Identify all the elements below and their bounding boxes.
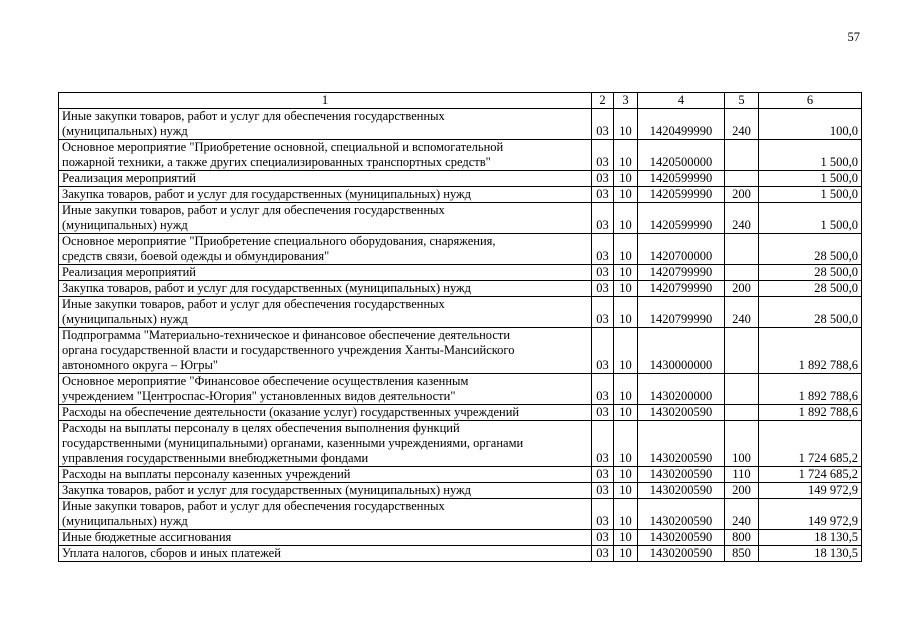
row-expense-type-code: 200 <box>725 187 759 203</box>
row-name <box>59 187 592 203</box>
row-name <box>59 297 592 328</box>
row-target-code: 1420799990 <box>638 265 725 281</box>
row-section-code: 03 <box>592 281 614 297</box>
row-target-code: 1430200590 <box>638 467 725 483</box>
row-name-line: Уплата налогов, сборов и иных платежей <box>62 546 281 560</box>
row-target-code: 1420700000 <box>638 234 725 265</box>
row-section-code: 03 <box>592 530 614 546</box>
row-name <box>59 421 592 467</box>
row-expense-type-code: 110 <box>725 467 759 483</box>
row-target-code: 1430200590 <box>638 483 725 499</box>
row-section-code: 03 <box>592 297 614 328</box>
row-section-code: 03 <box>592 171 614 187</box>
row-subsection-code: 10 <box>614 405 638 421</box>
table-row <box>59 171 862 187</box>
row-target-code: 1430000000 <box>638 328 725 374</box>
row-name-line: Основное мероприятие "Финансовое обеспечение осуществления казенным <box>62 374 469 388</box>
row-target-code: 1430200590 <box>638 530 725 546</box>
row-target-code: 1430200590 <box>638 421 725 467</box>
row-amount: 1 500,0 <box>759 203 862 234</box>
row-amount: 28 500,0 <box>759 297 862 328</box>
row-name <box>59 234 592 265</box>
row-section-code: 03 <box>592 421 614 467</box>
row-expense-type-code <box>725 265 759 281</box>
row-subsection-code: 10 <box>614 374 638 405</box>
row-name-line: Иные закупки товаров, работ и услуг для обеспечения государственных <box>62 297 445 311</box>
row-target-code: 1430200590 <box>638 499 725 530</box>
row-expense-type-code: 200 <box>725 483 759 499</box>
row-name-line: государственными (муниципальными) органами, казенными учреждениями, органами <box>62 436 524 450</box>
row-section-code: 03 <box>592 483 614 499</box>
row-name-line: Расходы на выплаты персоналу казенных учреждений <box>62 467 351 481</box>
table-header-row <box>59 93 862 109</box>
row-target-code: 1420799990 <box>638 297 725 328</box>
row-name <box>59 405 592 421</box>
row-expense-type-code: 240 <box>725 499 759 530</box>
row-name-line: Закупка товаров, работ и услуг для государственных (муниципальных) нужд <box>62 281 472 295</box>
row-amount: 1 892 788,6 <box>759 374 862 405</box>
row-name-line: (муниципальных) нужд <box>62 124 188 138</box>
row-name <box>59 467 592 483</box>
table-row <box>59 187 862 203</box>
row-name <box>59 171 592 187</box>
header-col-expense-type: 5 <box>725 93 759 109</box>
row-amount: 28 500,0 <box>759 265 862 281</box>
row-amount: 1 500,0 <box>759 171 862 187</box>
row-amount: 1 724 685,2 <box>759 467 862 483</box>
row-name-line: автономного округа – Югры" <box>62 358 218 372</box>
row-target-code: 1420799990 <box>638 281 725 297</box>
row-target-code: 1420599990 <box>638 171 725 187</box>
row-name-line: органа государственной власти и государственного учреждения Ханты-Мансийского <box>62 343 515 357</box>
header-col-subsection: 3 <box>614 93 638 109</box>
row-name <box>59 374 592 405</box>
row-subsection-code: 10 <box>614 499 638 530</box>
row-name-line: Закупка товаров, работ и услуг для государственных (муниципальных) нужд <box>62 483 472 497</box>
row-section-code: 03 <box>592 499 614 530</box>
row-name-line: Основное мероприятие "Приобретение специального оборудования, снаряжения, <box>62 234 496 248</box>
row-expense-type-code <box>725 140 759 171</box>
table-row <box>59 405 862 421</box>
row-expense-type-code <box>725 171 759 187</box>
table-row <box>59 281 862 297</box>
row-subsection-code: 10 <box>614 140 638 171</box>
row-expense-type-code: 240 <box>725 109 759 140</box>
row-amount: 149 972,9 <box>759 483 862 499</box>
row-amount: 1 500,0 <box>759 140 862 171</box>
row-subsection-code: 10 <box>614 546 638 562</box>
row-name <box>59 530 592 546</box>
row-section-code: 03 <box>592 140 614 171</box>
row-subsection-code: 10 <box>614 483 638 499</box>
row-name-line: (муниципальных) нужд <box>62 218 188 232</box>
row-name-line: Иные бюджетные ассигнования <box>62 530 232 544</box>
row-amount: 18 130,5 <box>759 530 862 546</box>
row-target-code: 1430200000 <box>638 374 725 405</box>
row-expense-type-code: 240 <box>725 297 759 328</box>
row-subsection-code: 10 <box>614 187 638 203</box>
header-col-name: 1 <box>59 93 592 109</box>
row-expense-type-code <box>725 234 759 265</box>
row-section-code: 03 <box>592 187 614 203</box>
table-row <box>59 203 862 234</box>
row-name-line: (муниципальных) нужд <box>62 312 188 326</box>
row-subsection-code: 10 <box>614 467 638 483</box>
row-section-code: 03 <box>592 405 614 421</box>
header-col-amount: 6 <box>759 93 862 109</box>
row-name <box>59 546 592 562</box>
table-row <box>59 140 862 171</box>
row-amount: 149 972,9 <box>759 499 862 530</box>
row-subsection-code: 10 <box>614 203 638 234</box>
row-section-code: 03 <box>592 467 614 483</box>
row-expense-type-code: 200 <box>725 281 759 297</box>
row-name-line: Расходы на выплаты персоналу в целях обеспечения выполнения функций <box>62 421 460 435</box>
row-name-line: (муниципальных) нужд <box>62 514 188 528</box>
row-section-code: 03 <box>592 374 614 405</box>
row-target-code: 1420499990 <box>638 109 725 140</box>
row-amount: 1 724 685,2 <box>759 421 862 467</box>
row-subsection-code: 10 <box>614 421 638 467</box>
row-amount: 28 500,0 <box>759 234 862 265</box>
row-target-code: 1430200590 <box>638 405 725 421</box>
row-name-line: Иные закупки товаров, работ и услуг для обеспечения государственных <box>62 499 445 513</box>
row-subsection-code: 10 <box>614 234 638 265</box>
table-row <box>59 109 862 140</box>
row-amount: 18 130,5 <box>759 546 862 562</box>
table-body <box>59 109 862 562</box>
row-name-line: пожарной техники, а также других специализированных транспортных средств" <box>62 155 491 169</box>
row-name <box>59 265 592 281</box>
row-section-code: 03 <box>592 203 614 234</box>
header-col-target-code: 4 <box>638 93 725 109</box>
row-name <box>59 109 592 140</box>
row-name-line: Реализация мероприятий <box>62 265 196 279</box>
row-target-code: 1420500000 <box>638 140 725 171</box>
row-name-line: Закупка товаров, работ и услуг для государственных (муниципальных) нужд <box>62 187 472 201</box>
table-row <box>59 483 862 499</box>
row-target-code: 1420599990 <box>638 203 725 234</box>
row-name <box>59 328 592 374</box>
row-subsection-code: 10 <box>614 109 638 140</box>
row-subsection-code: 10 <box>614 171 638 187</box>
row-expense-type-code <box>725 328 759 374</box>
row-section-code: 03 <box>592 109 614 140</box>
row-name-line: Расходы на обеспечение деятельности (оказание услуг) государственных учреждений <box>62 405 520 419</box>
row-target-code: 1430200590 <box>638 546 725 562</box>
row-amount: 1 500,0 <box>759 187 862 203</box>
table-row <box>59 530 862 546</box>
table-row <box>59 546 862 562</box>
row-name-line: учреждением "Центроспас-Югория" установленных видов деятельности" <box>62 389 456 403</box>
table-row <box>59 499 862 530</box>
row-expense-type-code <box>725 374 759 405</box>
table-row <box>59 234 862 265</box>
row-name <box>59 140 592 171</box>
header-col-section: 2 <box>592 93 614 109</box>
budget-table <box>58 92 862 562</box>
row-name-line: Иные закупки товаров, работ и услуг для обеспечения государственных <box>62 203 445 217</box>
row-subsection-code: 10 <box>614 265 638 281</box>
table-row <box>59 467 862 483</box>
row-subsection-code: 10 <box>614 328 638 374</box>
row-name-line: Основное мероприятие "Приобретение основной, специальной и вспомогательной <box>62 140 504 154</box>
row-name <box>59 281 592 297</box>
table-row <box>59 374 862 405</box>
row-section-code: 03 <box>592 265 614 281</box>
row-amount: 100,0 <box>759 109 862 140</box>
row-name-line: управления государственными внебюджетными фондами <box>62 451 369 465</box>
row-name <box>59 203 592 234</box>
row-expense-type-code <box>725 405 759 421</box>
row-expense-type-code: 800 <box>725 530 759 546</box>
table-row <box>59 297 862 328</box>
row-amount: 28 500,0 <box>759 281 862 297</box>
row-name-line: Иные закупки товаров, работ и услуг для обеспечения государственных <box>62 109 445 123</box>
row-amount: 1 892 788,6 <box>759 405 862 421</box>
table-row <box>59 421 862 467</box>
row-amount: 1 892 788,6 <box>759 328 862 374</box>
row-name-line: Подпрограмма "Материально-техническое и финансовое обеспечение деятельности <box>62 328 511 342</box>
row-name <box>59 499 592 530</box>
page-number: 57 <box>847 30 860 44</box>
table-row <box>59 265 862 281</box>
row-target-code: 1420599990 <box>638 187 725 203</box>
row-section-code: 03 <box>592 234 614 265</box>
row-subsection-code: 10 <box>614 530 638 546</box>
row-section-code: 03 <box>592 546 614 562</box>
row-expense-type-code: 850 <box>725 546 759 562</box>
row-name-line: средств связи, боевой одежды и обмундирования" <box>62 249 330 263</box>
row-name-line: Реализация мероприятий <box>62 171 196 185</box>
row-expense-type-code: 240 <box>725 203 759 234</box>
row-subsection-code: 10 <box>614 281 638 297</box>
table-row <box>59 328 862 374</box>
row-expense-type-code: 100 <box>725 421 759 467</box>
row-section-code: 03 <box>592 328 614 374</box>
row-subsection-code: 10 <box>614 297 638 328</box>
row-name <box>59 483 592 499</box>
